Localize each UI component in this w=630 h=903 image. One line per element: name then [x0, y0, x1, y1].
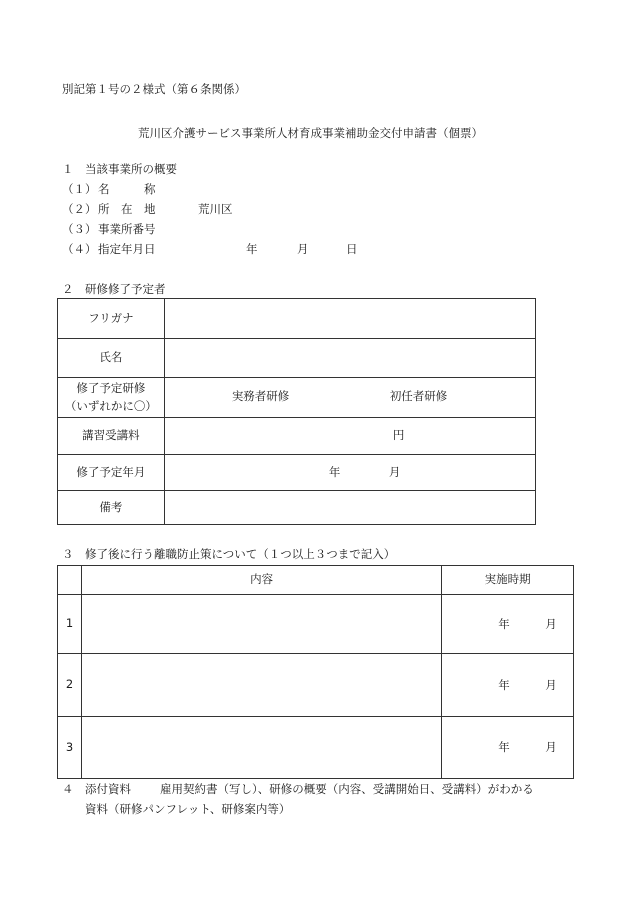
- item-num: （３）: [62, 222, 97, 236]
- item-label-office-number: 事業所番号: [98, 222, 156, 236]
- training-label: [58, 378, 165, 418]
- timing-month-unit: 月: [545, 740, 557, 754]
- item-label-designation-date: 指定年月日: [98, 242, 156, 256]
- section2-heading: ２ 研修修了予定者: [62, 282, 166, 296]
- row-number: 3: [58, 717, 82, 779]
- header-content: 内容: [81, 566, 441, 595]
- item-num: （１）: [62, 182, 97, 196]
- timing-year-unit: 年: [498, 740, 510, 754]
- remarks-label: 備考: [58, 491, 165, 525]
- section4-text-line2: 資料（研修パンフレット、研修案内等）: [85, 802, 291, 816]
- item-num: （４）: [62, 242, 97, 256]
- section1-heading: １ 当該事業所の概要: [62, 162, 177, 176]
- measure-content-field[interactable]: [81, 717, 441, 779]
- section4-text-line1: 雇用契約書（写し）、研修の概要（内容、受講開始日、受講料）がわかる: [160, 782, 534, 796]
- timing-year-unit: 年: [498, 678, 510, 692]
- date-year-unit: 年: [246, 242, 258, 256]
- timing-month-unit: 月: [545, 617, 557, 631]
- date-day-unit: 日: [346, 242, 358, 256]
- trainee-table: [57, 298, 536, 525]
- training-option-beginner[interactable]: 初任者研修: [389, 389, 448, 403]
- measure-timing-field[interactable]: [442, 717, 574, 779]
- item-value-address[interactable]: 荒川区: [198, 202, 233, 216]
- section4-label: 添付資料: [85, 782, 131, 796]
- fee-label: 講習受講料: [58, 418, 165, 455]
- item-label-name: 名 称: [98, 182, 156, 196]
- header-num-cell: [58, 566, 82, 595]
- training-label-line1: 修了予定研修: [76, 381, 146, 396]
- timing-year-unit: 年: [498, 617, 510, 631]
- timing-month-unit: 月: [545, 678, 557, 692]
- training-option-practitioner[interactable]: 実務者研修: [231, 389, 290, 403]
- measure-content-field[interactable]: [81, 654, 441, 717]
- section3-heading: ３ 修了後に行う離職防止策について（１つ以上３つまで記入）: [62, 547, 396, 561]
- name-label: 氏名: [58, 339, 165, 378]
- measure-content-field[interactable]: [81, 595, 441, 654]
- date-month-unit: 月: [297, 242, 309, 256]
- completion-month-unit: 月: [388, 465, 401, 479]
- training-label-line2: （いずれかに〇）: [64, 398, 157, 413]
- item-label-address: 所 在 地: [98, 202, 156, 216]
- measure-timing-field[interactable]: [442, 595, 574, 654]
- fee-field[interactable]: [164, 418, 535, 455]
- completion-label: 修了予定年月: [58, 455, 165, 491]
- name-field[interactable]: [164, 339, 535, 378]
- fee-unit: 円: [392, 428, 405, 442]
- measures-table: [57, 565, 574, 779]
- completion-year-unit: 年: [328, 465, 341, 479]
- training-options: [164, 378, 535, 418]
- measure-timing-field[interactable]: [442, 654, 574, 717]
- page-title: 荒川区介護サービス事業所人材育成事業補助金交付申請書（個票）: [138, 126, 483, 140]
- row-number: 2: [58, 654, 82, 717]
- completion-field[interactable]: [164, 455, 535, 491]
- section4-num: ４: [62, 782, 74, 796]
- item-num: （２）: [62, 202, 97, 216]
- remarks-field[interactable]: [164, 491, 535, 525]
- row-number: 1: [58, 595, 82, 654]
- header-timing: 実施時期: [442, 566, 574, 595]
- form-id: 別記第１号の２様式（第６条関係）: [62, 82, 246, 96]
- furigana-field[interactable]: [164, 299, 535, 339]
- furigana-label: フリガナ: [58, 299, 165, 339]
